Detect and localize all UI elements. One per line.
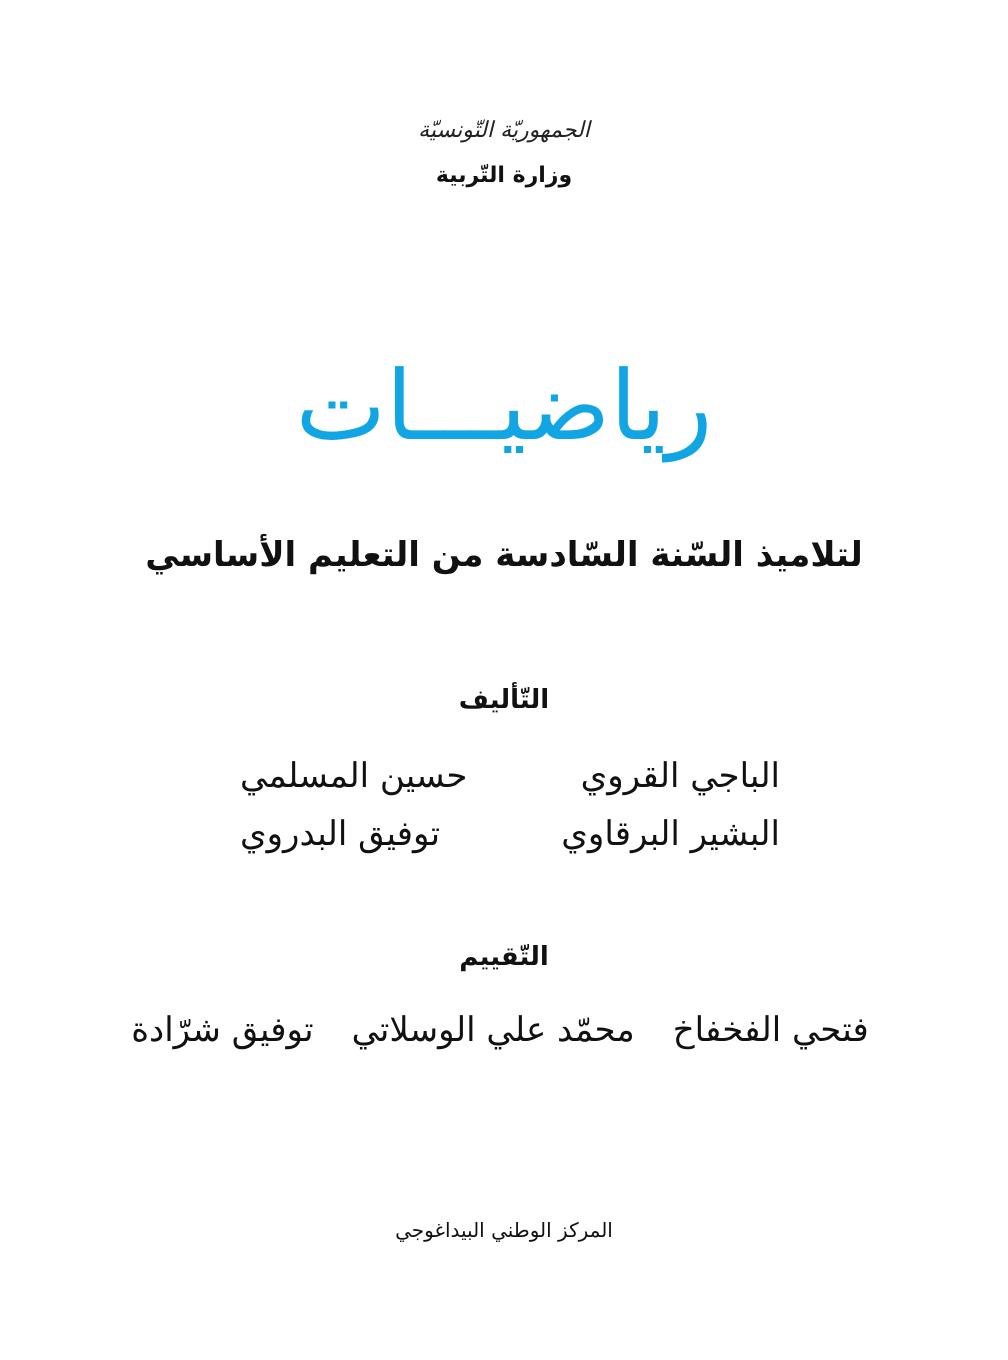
publisher-name: المركز الوطني البيداغوجي [395, 1218, 613, 1242]
book-title: رياضيـــات [295, 350, 713, 462]
evaluator-name: فتحي الفخفاخ [672, 1010, 869, 1050]
ministry-name: وزارة التّربية [435, 163, 573, 188]
republic-name: الجمهوريّة التّونسيّة [418, 118, 590, 143]
book-subtitle: لتلاميذ السّنة السّادسة من التعليم الأساسي [145, 535, 863, 575]
authors-list [240, 756, 780, 854]
author-name: البشير البرقاوي [561, 814, 780, 854]
evaluator-name: محمّد علي الوسلاتي [351, 1010, 635, 1050]
evaluator-name: توفيق شرّادة [131, 1010, 314, 1050]
author-name: حسين المسلمي [240, 756, 468, 796]
authors-heading: التّأليف [458, 685, 550, 715]
evaluators-list [120, 1010, 880, 1050]
evaluation-heading: التّقييم [459, 942, 549, 972]
author-name: الباجي القروي [580, 756, 780, 796]
author-name: توفيق البدروي [240, 814, 441, 854]
